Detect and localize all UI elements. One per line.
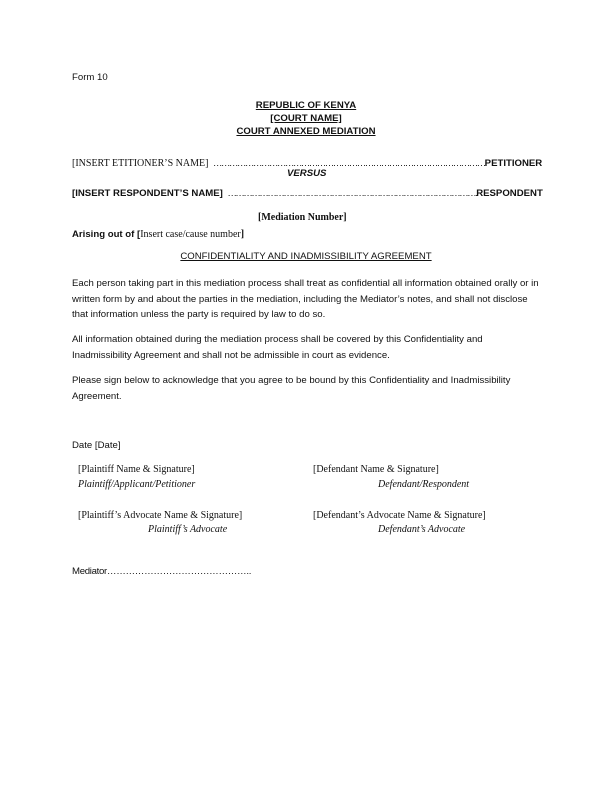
agreement-title: CONFIDENTIALITY AND INADMISSIBILITY AGREEMENT [180, 251, 432, 262]
heading-court-name: [COURT NAME] [270, 113, 342, 124]
arising-out-of-line [72, 224, 244, 242]
arising-suffix: ] [240, 229, 245, 240]
petitioner-role: PETITIONER [484, 158, 543, 169]
plaintiff-name-signature: [Plaintiff Name & Signature] [78, 464, 195, 475]
paragraph-inadmissibility: All information obtained during the mediation process shall be covered by this Confidentiality and Inadmissibility Agreement and shall not be admissible in court as evidence. [72, 334, 483, 361]
arising-prefix: Arising out of [ [72, 229, 141, 240]
mediation-number: [Mediation Number] [258, 212, 347, 223]
versus-label: VERSUS [287, 168, 327, 179]
defendant-role: Defendant/Respondent [378, 479, 470, 490]
petitioner-placeholder: [INSERT ETITIONER’S NAME] [72, 158, 209, 169]
mediator-signature-line: Mediator……………………………………….. [72, 566, 252, 577]
respondent-line [72, 183, 543, 201]
heading-court-annexed-mediation: COURT ANNEXED MEDIATION [236, 126, 376, 137]
plaintiff-role: Plaintiff/Applicant/Petitioner [78, 479, 196, 490]
paragraph-confidentiality: Each person taking part in this mediation process shall treat as confidential all information obtained orally or in written form by and about the parties in the mediation, including the Mediator’s notes, and shall not disclose that information unless the party is required by law to do so. [72, 278, 539, 320]
plaintiff-advocate-role: Plaintiff’s Advocate [148, 524, 228, 535]
respondent-placeholder: [INSERT RESPONDENT’S NAME] [72, 188, 223, 199]
paragraph-acknowledge: Please sign below to acknowledge that you agree to be bound by this Confidentiality and Inadmissibility Agreement. [72, 375, 511, 402]
plaintiff-advocate-name-signature: [Plaintiff’s Advocate Name & Signature] [78, 510, 243, 521]
petitioner-dots: ………………………………………………………………………………………… [212, 158, 485, 169]
defendant-advocate-role: Defendant’s Advocate [378, 524, 466, 535]
date-label: Date [Date] [72, 440, 121, 451]
defendant-name-signature: [Defendant Name & Signature] [313, 464, 439, 475]
heading-republic: REPUBLIC OF KENYA [255, 100, 357, 111]
defendant-advocate-name-signature: [Defendant’s Advocate Name & Signature] [313, 510, 486, 521]
arising-case-placeholder: Insert case/cause number [140, 229, 241, 240]
respondent-dots: …………………………………………………………………………………. [227, 188, 477, 199]
form-label: Form 10 [72, 72, 108, 83]
respondent-role: RESPONDENT [476, 188, 543, 199]
